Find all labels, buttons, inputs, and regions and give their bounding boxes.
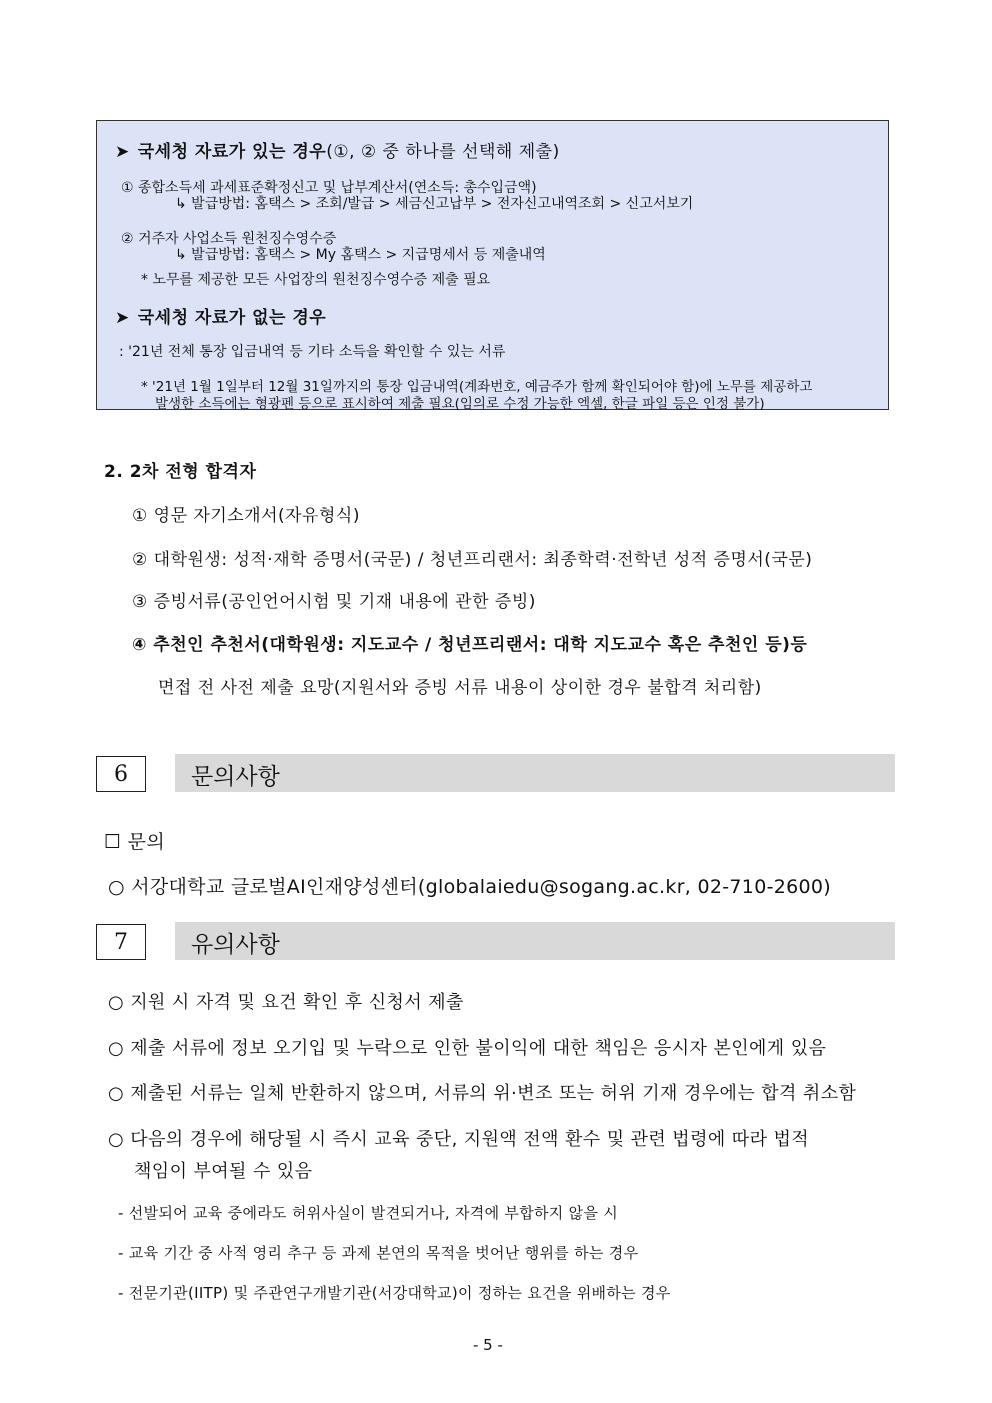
section-7-dash-1: - 선발되어 교육 중에라도 허위사실이 발견되거나, 자격에 부합하지 않을 시: [118, 1204, 619, 1222]
section-6-bar: [175, 754, 895, 792]
section-7-dash-3: - 전문기관(IITP) 및 주관연구개발기관(서강대학교)이 정하는 요건을 위배하는 경우: [118, 1284, 671, 1302]
notice-heading-paren: (①, ② 중 하나를 선택해 제출): [326, 142, 560, 162]
section-2-item-1: ① 영문 자기소개서(자유형식): [132, 506, 360, 526]
section-7-bullet-1: ○ 지원 시 자격 및 요건 확인 후 신청서 제출: [108, 992, 464, 1013]
section-7-number: 7: [96, 924, 146, 960]
section-6-number: 6: [96, 756, 146, 792]
section-7-bullet-2: ○ 제출 서류에 정보 오기입 및 누락으로 인한 불이익에 대한 책임은 응시자 본인에게 있음: [108, 1038, 827, 1059]
section-6-title: 문의사항: [191, 764, 280, 790]
section-7-bar: [175, 922, 895, 960]
notice-colon-line: : '21년 전체 통장 입금내역 등 기타 소득을 확인할 수 있는 서류: [119, 344, 506, 360]
notice-heading-without-data: [115, 303, 326, 328]
section-7-title: 유의사항: [191, 932, 280, 958]
notice-item-1-path: ↳ 발급방법: 홈택스 > 조회/발급 > 세금신고납부 > 전자신고내역조회 > 신고서보기: [175, 196, 694, 212]
section-6-subheading: ☐ 문의: [104, 831, 165, 853]
section-2-note: 면접 전 사전 제출 요망(지원서와 증빙 서류 내용이 상이한 경우 불합격 처리함): [158, 678, 762, 698]
section-7-bullet-4: ○ 다음의 경우에 해당될 시 즉시 교육 중단, 지원액 전액 환수 및 관련 법령에 따라 법적: [108, 1129, 810, 1150]
section-2-item-3: ③ 증빙서류(공인언어시험 및 기재 내용에 관한 증빙): [132, 592, 536, 612]
section-6-contact: ○ 서강대학교 글로벌AI인재양성센터(globalaiedu@sogang.ac.kr, 02-710-2600): [108, 876, 831, 898]
section-7-bullet-4-cont: 책임이 부여될 수 있음: [134, 1161, 313, 1182]
notice-star-line-1: * '21년 1월 1일부터 12월 31일까지의 통장 입금내역(계좌번호, 예금주가 함께 확인되어야 함)에 노무를 제공하고: [141, 379, 813, 395]
section-2-item-2: ② 대학원생: 성적·재학 증명서(국문) / 청년프리랜서: 최종학력·전학년 성적 증명서(국문): [132, 550, 813, 570]
section-2-title: 2. 2차 전형 합격자: [104, 462, 257, 482]
notice-box: [96, 120, 889, 410]
notice-item-2-path: ↳ 발급방법: 홈택스 > My 홈택스 > 지급명세서 등 제출내역: [175, 247, 546, 263]
notice-star-line-2: 발생한 소득에는 형광펜 등으로 표시하여 제출 필요(임의로 수정 가능한 엑셀, 한글 파일 등은 인정 불가): [155, 396, 765, 412]
arrow-right-icon: ➤: [115, 308, 130, 328]
notice-heading2-text: 국세청 자료가 없는 경우: [137, 308, 327, 328]
notice-item-2: ② 거주자 사업소득 원천징수영수증: [121, 231, 337, 247]
notice-heading-text: 국세청 자료가 있는 경우: [137, 142, 327, 162]
arrow-right-icon: ➤: [115, 142, 130, 162]
notice-item-2-note: * 노무를 제공한 모든 사업장의 원천징수영수증 제출 필요: [141, 272, 491, 288]
page-number: - 5 -: [473, 1336, 503, 1354]
notice-item-1: ① 종합소득세 과세표준확정신고 및 납부계산서(연소득: 총수입금액): [121, 180, 537, 196]
section-7-dash-2: - 교육 기간 중 사적 영리 추구 등 과제 본연의 목적을 벗어난 행위를 하는 경우: [118, 1244, 639, 1262]
notice-heading-with-data: [115, 137, 560, 162]
section-2-item-4: ④ 추천인 추천서(대학원생: 지도교수 / 청년프리랜서: 대학 지도교수 혹은 추천인 등)등: [132, 635, 808, 655]
section-7-bullet-3: ○ 제출된 서류는 일체 반환하지 않으며, 서류의 위·변조 또는 허위 기재 경우에는 합격 취소함: [108, 1083, 857, 1104]
